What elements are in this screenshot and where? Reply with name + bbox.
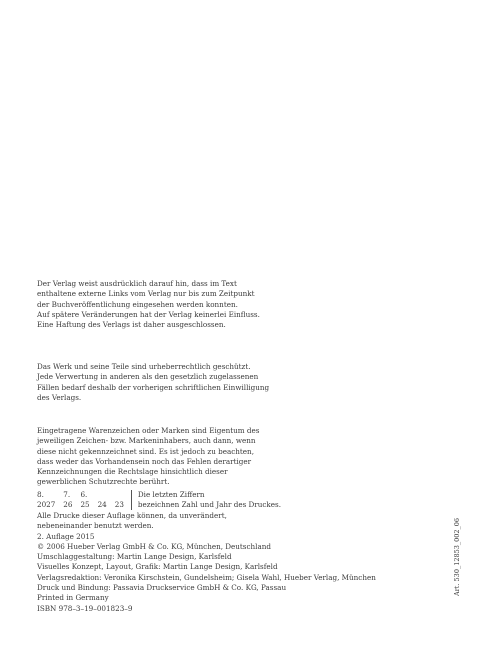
article-code: Art. 530_12853_002_06	[453, 517, 461, 596]
edition-number: 6.	[80, 490, 88, 499]
text-line: Der Verlag weist ausdrücklich darauf hin, dass im Text	[37, 279, 237, 288]
text-line: gewerblichen Schutzrechte berührt.	[37, 477, 170, 487]
trademark-notice	[37, 426, 259, 488]
print-line	[37, 490, 281, 511]
layout-credit: Visuelles Konzept, Layout, Grafik: Martin Lange Design, Karlsfeld	[37, 562, 278, 572]
text-line: enthaltene externe Links vom Verlag nur bis zum Zeitpunkt	[37, 289, 255, 299]
text-line: Jede Verwertung in anderen als den gesetzlich zugelassenen	[37, 372, 259, 382]
text-line: Das Werk und seine Teile sind urheberrechtlich geschützt.	[37, 362, 251, 371]
cover-design-credit: Umschlaggestaltung: Martin Lange Design, Karlsfeld	[37, 552, 232, 562]
text-line: diese nicht gekennzeichnet sind. Es ist jedoch zu beachten,	[37, 446, 254, 456]
print-year: 23	[114, 500, 124, 510]
text-line: Eine Haftung des Verlags ist daher ausgeschlossen.	[37, 320, 226, 330]
edition-number: 7.	[63, 490, 71, 499]
colophon	[37, 511, 376, 614]
text-line: bezeichnen Zahl und Jahr des Druckes.	[137, 500, 281, 510]
edition-number	[98, 490, 107, 500]
print-numbers	[37, 490, 124, 511]
text-line: Kennzeichnungen die Rechtslage hinsichtlich dieser	[37, 467, 228, 477]
print-year: 26	[63, 500, 73, 510]
text-line: nebeneinander benutzt werden.	[37, 521, 154, 531]
edition-number: 8.	[37, 490, 44, 499]
text-line: Die letzten Ziffern	[137, 490, 205, 499]
copyright-notice	[37, 362, 269, 403]
editorial-credit: Verlagsredaktion: Veronika Kirschstein, Gundelsheim; Gisela Wahl, Hueber Verlag, München	[37, 572, 376, 582]
text-line: Auf spätere Veränderungen hat der Verlag keinerlei Einfluss.	[37, 309, 260, 319]
copyright-line: © 2006 Hueber Verlag GmbH & Co. KG, München, Deutschland	[37, 541, 271, 551]
text-line: Alle Drucke dieser Auflage können, da unverändert,	[37, 511, 227, 520]
edition-line: 2. Auflage 2015	[37, 531, 95, 541]
text-line: Fällen bedarf deshalb der vorherigen schriftlichen Einwilligung	[37, 382, 270, 392]
external-links-disclaimer	[37, 279, 260, 330]
printing-credit: Druck und Bindung: Passavia Druckservice GmbH & Co. KG, Passau	[37, 583, 287, 593]
print-year: 24	[97, 500, 107, 510]
text-line: des Verlags.	[37, 392, 82, 402]
text-line: jeweiligen Zeichen- bzw. Markeninhabers, auch dann, wenn	[37, 436, 256, 446]
print-year: 2027	[37, 500, 56, 510]
country-line: Printed in Germany	[37, 593, 109, 603]
text-line: der Buchveröffentlichung eingesehen werden konnten.	[37, 299, 238, 309]
edition-number	[115, 490, 124, 500]
print-year: 25	[80, 500, 90, 510]
isbn: ISBN 978–3–19–001823–9	[37, 603, 133, 613]
text-line: Eingetragene Warenzeichen oder Marken sind Eigentum des	[37, 426, 260, 435]
print-line-note	[138, 490, 281, 511]
text-line: dass weder das Vorhandensein noch das Fehlen derartiger	[37, 456, 252, 466]
divider	[131, 490, 132, 510]
